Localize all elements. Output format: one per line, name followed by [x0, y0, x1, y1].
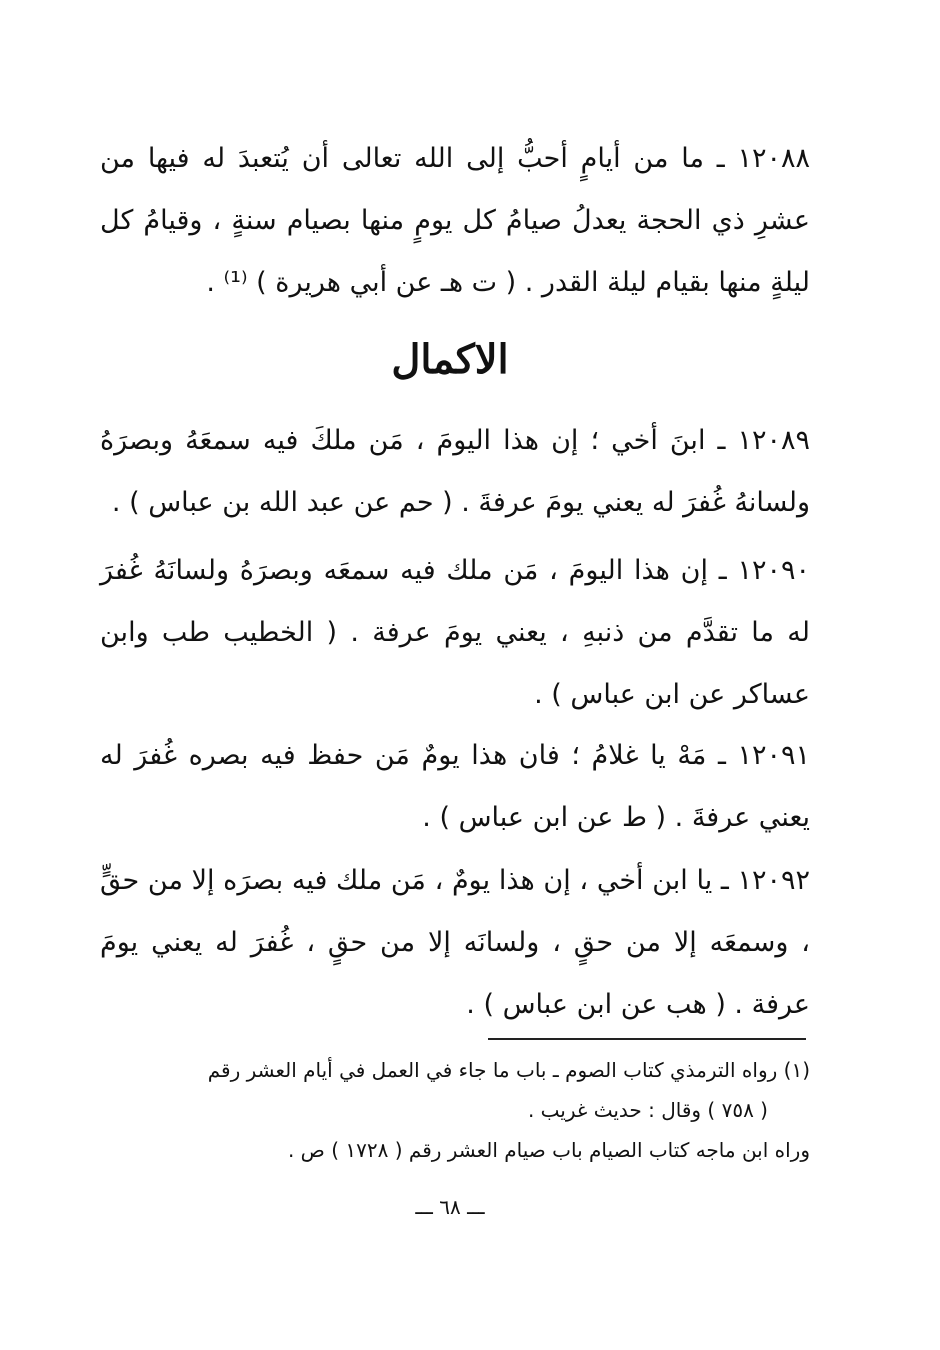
- page-number: ـــ ٦٨ ـــ: [415, 1195, 485, 1219]
- hadith-entry-12088: ١٢٠٨٨ ـ ما من أيامٍ أحبُّ إلى الله تعالى أن يُتعبدَ له فيها من عشرِ ذي الحجة يعدلُ صيامُ كل يومٍ منها بصيام سنةٍ ، وقيامُ كل ليلةٍ منها بقيام ليلة القدر . ( ت هـ عن أبي هريرة ) ⁽¹⁾ .: [100, 143, 810, 298]
- footnote-line-3: وراه ابن ماجه كتاب الصيام باب صيام العشر رقم ( ١٧٢٨ ) ص .: [287, 1138, 810, 1162]
- section-heading: الاكمال: [391, 336, 509, 383]
- hadith-entry-12090: ١٢٠٩٠ ـ إن هذا اليومَ ، مَن ملك فيه سمعَه وبصرَهُ ولسانَهُ غُفرَ له ما تقدَّم من ذنبهِ ، يعني يومَ عرفة . ( الخطيب طب وابن عساكر عن ابن عباس ) .: [100, 555, 810, 710]
- footnote-line-2: ( ٧٥٨ ) وقال : حديث غريب .: [527, 1098, 768, 1122]
- footnotes: [90, 1050, 810, 1170]
- hadith-entry-12091: ١٢٠٩١ ـ مَهْ يا غلامُ ؛ فان هذا يومٌ مَن حفظ فيه بصره غُفرَ له يعني عرفةَ . ( ط عن ابن عباس ) .: [100, 740, 810, 833]
- footnote-line-1: (١) رواه الترمذي كتاب الصوم ـ باب ما جاء في العمل في أيام العشر رقم: [207, 1058, 810, 1082]
- hadith-entry-12089: ١٢٠٨٩ ـ ابنَ أخي ؛ إن هذا اليومَ ، مَن ملكَ فيه سمعَهُ وبصرَهُ ولسانهُ غُفرَ له يعني يومَ عرفةَ . ( حم عن عبد الله بن عباس ) .: [100, 425, 810, 518]
- hadith-entry-12092: ١٢٠٩٢ ـ يا ابن أخي ، إن هذا يومٌ ، مَن ملك فيه بصرَه إلا من حقٍّ ، وسمعَه إلا من حقٍ ، ولسانَه إلا من حقٍ ، غُفرَ له يعني يومَ عرفة . ( هب عن ابن عباس ) .: [100, 865, 810, 1020]
- footnote-divider: [488, 1038, 806, 1040]
